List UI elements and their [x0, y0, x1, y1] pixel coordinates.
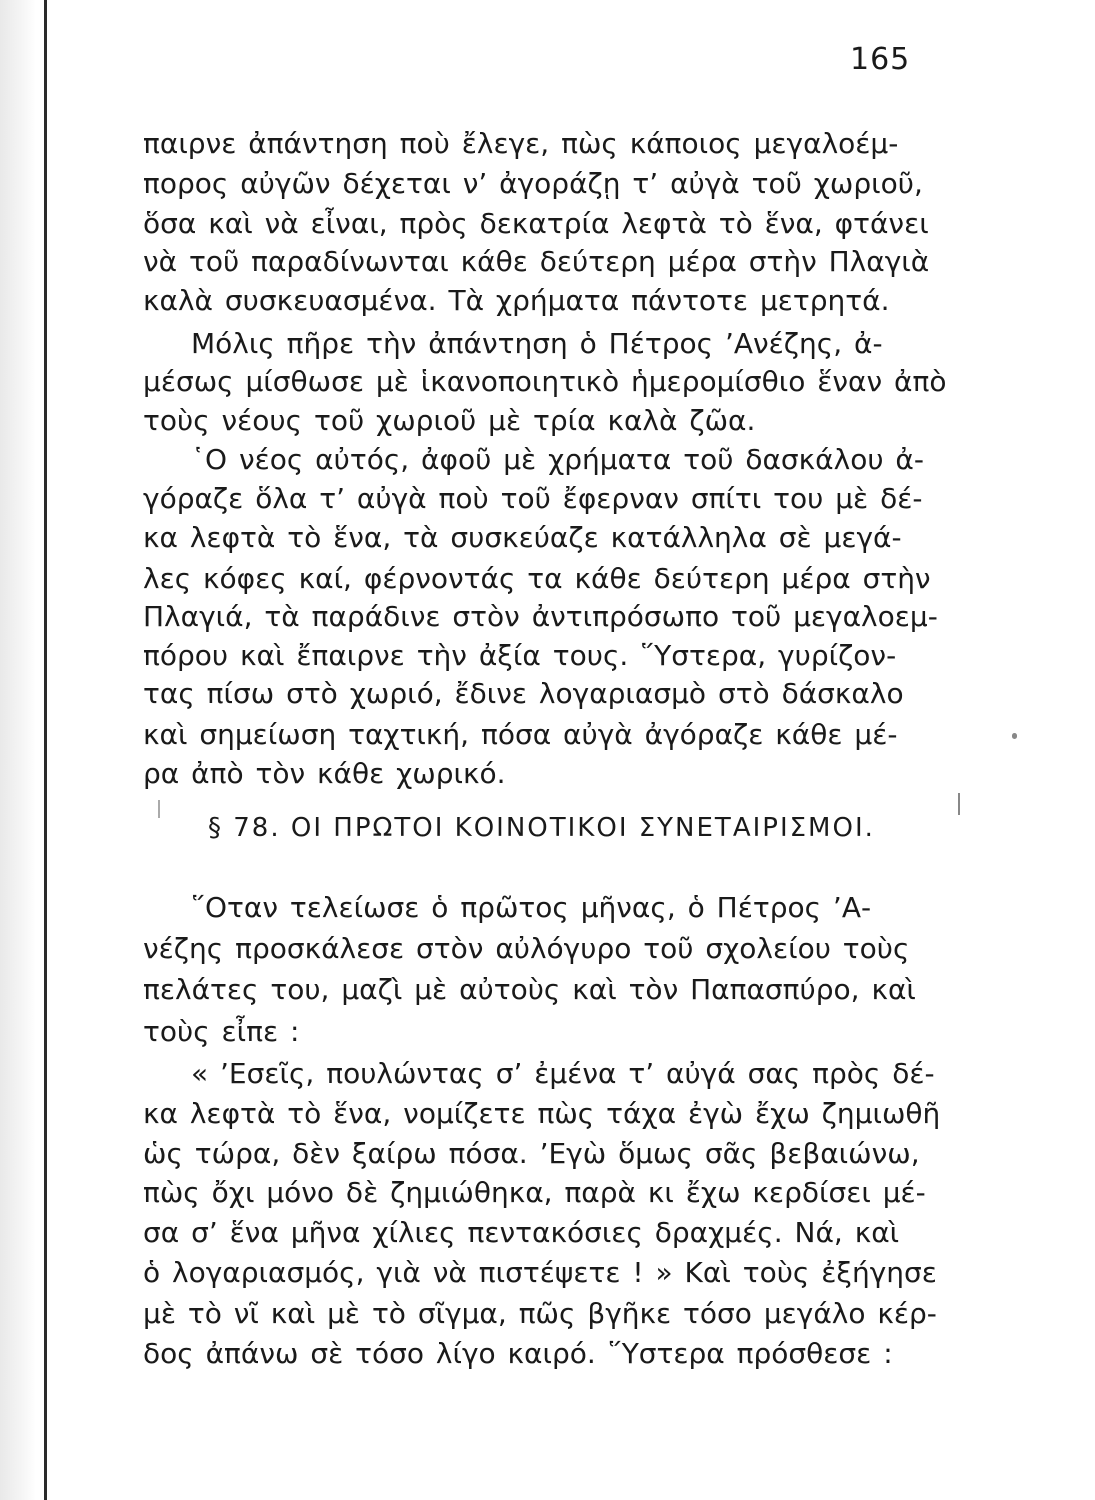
text-line: δος ἀπάνω σὲ τόσο λίγο καιρό. ῞Υστερα πρόσθεσε : — [143, 1337, 893, 1370]
text-line: ὡς τώρα, δὲν ξαίρω πόσα. ’Εγὼ ὅμως σᾶς βεβαιώνω, — [143, 1137, 920, 1170]
section-heading: § 78. ΟΙ ΠΡΩΤΟΙ ΚΟΙΝΟΤΙΚΟΙ ΣΥΝΕΤΑΙΡΙΣΜΟΙ. — [208, 813, 875, 843]
text-line: πελάτες του, μαζὶ μὲ αὐτοὺς καὶ τὸν Παπασπύρο, καὶ — [143, 973, 916, 1006]
page-binding-shadow — [0, 0, 58, 1500]
text-line: πορος αὐγῶν δέχεται ν’ ἀγοράζῃ τ’ αὐγὰ τοῦ χωριοῦ, — [143, 167, 923, 200]
text-line: ὅσα καὶ νὰ εἶναι, πρὸς δεκατρία λεφτὰ τὸ ἕνα, φτάνει — [143, 207, 929, 240]
text-line: πὼς ὄχι μόνο δὲ ζημιώθηκα, παρὰ κι ἔχω κερδίσει μέ- — [143, 1176, 926, 1209]
margin-speck — [158, 800, 160, 818]
text-line: νὰ τοῦ παραδίνωνται κάθε δεύτερη μέρα στὴν Πλαγιὰ — [143, 245, 930, 278]
text-line: Πλαγιά, τὰ παράδινε στὸν ἀντιπρόσωπο τοῦ μεγαλοεμ- — [143, 600, 938, 633]
margin-speck — [1012, 733, 1017, 739]
text-line: πόρου καὶ ἔπαιρνε τὴν ἀξία τους. ῞Υστερα, γυρίζον- — [143, 639, 897, 672]
page-binding-edge — [44, 0, 47, 1500]
text-line: τοὺς νέους τοῦ χωριοῦ μὲ τρία καλὰ ζῶα. — [143, 404, 756, 437]
text-line: τας πίσω στὸ χωριό, ἔδινε λογαριασμὸ στὸ δάσκαλο — [143, 677, 904, 710]
text-line: ὁ λογαριασμός, γιὰ νὰ πιστέψετε ! » Καὶ τοὺς ἐξήγησε — [143, 1256, 937, 1289]
text-line: γόραζε ὅλα τ’ αὐγὰ ποὺ τοῦ ἔφερναν σπίτι του μὲ δέ- — [143, 482, 923, 515]
text-line: καλὰ συσκευασμένα. Τὰ χρήματα πάντοτε μετρητά. — [143, 284, 890, 317]
text-line: μὲ τὸ νῖ καὶ μὲ τὸ σῖγμα, πῶς βγῆκε τόσο μεγάλο κέρ- — [143, 1297, 937, 1330]
margin-speck — [958, 793, 960, 815]
text-line: κα λεφτὰ τὸ ἕνα, τὰ συσκεύαζε κατάλληλα σὲ μεγά- — [143, 521, 902, 554]
text-line: καὶ σημείωση ταχτική, πόσα αὐγὰ ἀγόραζε κάθε μέ- — [143, 718, 898, 751]
text-line: τοὺς εἶπε : — [143, 1015, 300, 1048]
text-line: « ’Εσεῖς, πουλώντας σ’ ἐμένα τ’ αὐγά σας πρὸς δέ- — [191, 1057, 935, 1090]
text-line: σα σ’ ἕνα μῆνα χίλιες πεντακόσιες δραχμές. Νά, καὶ — [143, 1216, 900, 1249]
text-line: Μόλις πῆρε τὴν ἀπάντηση ὁ Πέτρος ’Ανέζης, ἀ- — [191, 327, 883, 360]
text-line: λες κόφες καί, φέρνοντάς τα κάθε δεύτερη μέρα στὴν — [143, 562, 931, 595]
text-line: ῾Ο νέος αὐτός, ἀφοῦ μὲ χρήματα τοῦ δασκάλου ἀ- — [191, 443, 924, 476]
text-line: ῞Οταν τελείωσε ὁ πρῶτος μῆνας, ὁ Πέτρος ’Α- — [191, 891, 872, 924]
text-line: κα λεφτὰ τὸ ἕνα, νομίζετε πὼς τάχα ἐγὼ ἔχω ζημιωθῆ — [143, 1097, 941, 1130]
text-line: παιρνε ἀπάντηση ποὺ ἔλεγε, πὼς κάποιος μεγαλοέμ- — [143, 127, 899, 160]
text-line: ρα ἀπὸ τὸν κάθε χωρικό. — [143, 757, 506, 790]
text-line: μέσως μίσθωσε μὲ ἱκανοποιητικὸ ἡμερομίσθιο ἕναν ἀπὸ — [143, 365, 947, 398]
text-line: νέζης προσκάλεσε στὸν αὐλόγυρο τοῦ σχολείου τοὺς — [143, 932, 910, 965]
page-number: 165 — [850, 42, 911, 77]
